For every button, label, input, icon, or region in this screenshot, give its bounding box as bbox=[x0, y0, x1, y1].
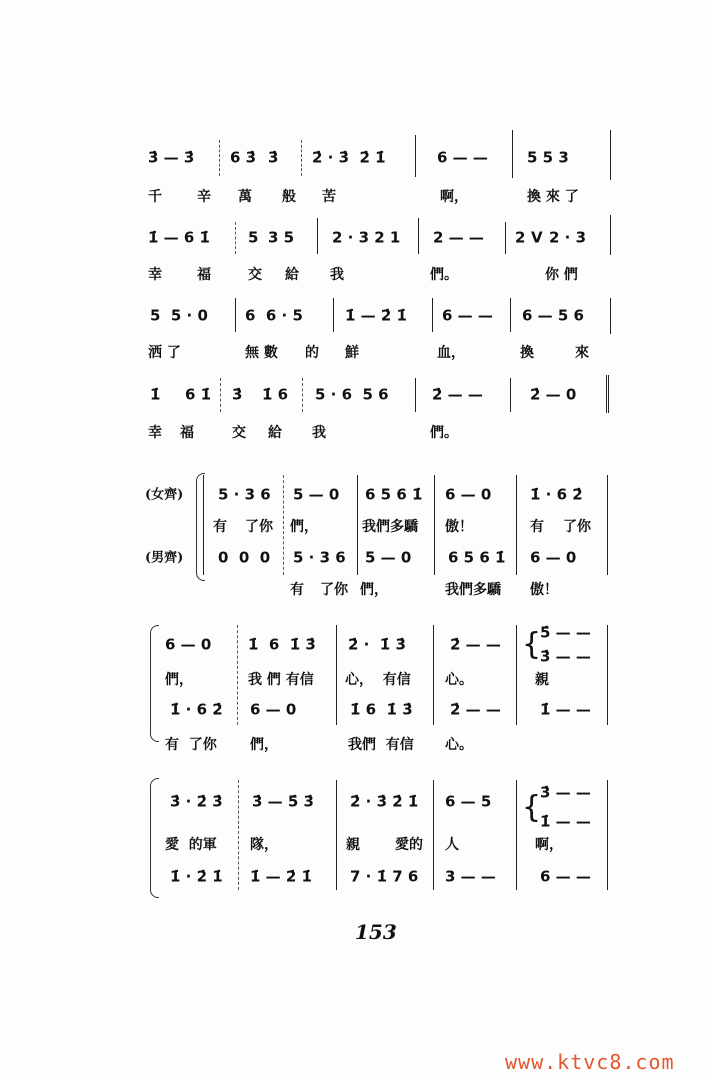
barline bbox=[433, 780, 434, 890]
notation-group: 1̇ · 6 2̇ bbox=[170, 700, 223, 719]
notation-group: 5 5 · 0 bbox=[150, 306, 208, 325]
notation-group: 1̇ · 2̇ 1̇ bbox=[170, 867, 223, 886]
notation-group: { bbox=[522, 627, 542, 662]
lyric-text: 啊， bbox=[535, 837, 563, 853]
notation-group: 3̇ — 5̇ 3̇ bbox=[252, 792, 314, 811]
barline bbox=[333, 298, 334, 332]
notation-group: 2 bbox=[515, 228, 526, 247]
notation-group: 3̇ bbox=[232, 385, 243, 404]
barline bbox=[610, 130, 611, 180]
barline bbox=[610, 298, 611, 334]
lyric-text: 有 了你 bbox=[165, 737, 217, 753]
lyric-text: 我 bbox=[312, 425, 326, 441]
lyric-text: 心， 有信 bbox=[345, 672, 411, 688]
notation-group: 6 — 0 bbox=[165, 635, 212, 654]
notation-group: 5 5 3 bbox=[527, 148, 569, 167]
barline bbox=[607, 625, 608, 725]
lyric-text: 了你 bbox=[320, 582, 348, 598]
lyric-text: 換 來 了 bbox=[527, 189, 579, 205]
notation-group: 5̇ — — bbox=[540, 623, 591, 642]
system-bracket bbox=[150, 625, 159, 742]
barline bbox=[606, 375, 611, 413]
lyric-text: 親 bbox=[535, 672, 549, 688]
lyric-text: 你 們 bbox=[545, 267, 578, 283]
lyric-text: 心。 bbox=[445, 672, 473, 688]
notation-group: 0 0 0 bbox=[218, 548, 271, 567]
notation-group: 1̇ bbox=[150, 385, 161, 404]
barline bbox=[516, 625, 517, 725]
barline bbox=[235, 298, 236, 332]
lyric-text: 了你 bbox=[245, 519, 273, 535]
lyric-text: 給 bbox=[268, 425, 282, 441]
page-number: 153 bbox=[355, 920, 397, 944]
barline bbox=[302, 378, 303, 412]
notation-group: 1̇ — — bbox=[540, 812, 591, 831]
barline bbox=[301, 140, 302, 176]
notation-group: 6 — — bbox=[540, 867, 591, 886]
lyric-text: 有 bbox=[213, 519, 227, 535]
barline bbox=[317, 218, 318, 254]
barline bbox=[433, 625, 434, 725]
lyric-text: 交 bbox=[232, 425, 246, 441]
notation-group: 1̇ — 6 1̇ bbox=[148, 228, 210, 247]
notation-group: 1̇ — 2̇ 1̇ bbox=[250, 867, 312, 886]
barline bbox=[418, 218, 419, 254]
lyric-text: 我 們 有信 bbox=[248, 672, 314, 688]
barline bbox=[512, 130, 513, 178]
notation-group: 1̇ — 2̇ 1̇ bbox=[345, 306, 407, 325]
notation-group: 6 — — bbox=[437, 148, 488, 167]
barline bbox=[607, 780, 608, 890]
lyric-text: 我們多驕 bbox=[445, 582, 501, 598]
watermark: www.ktvc8.com bbox=[505, 1050, 675, 1074]
barline bbox=[219, 140, 220, 176]
lyric-text: 隊， bbox=[250, 837, 278, 853]
notation-group: 1̇ 6 bbox=[262, 385, 289, 404]
notation-group: 2 · 3 bbox=[549, 228, 587, 247]
notation-group: 1̇ · 6 2̇ bbox=[530, 485, 583, 504]
notation-group: 3 5 bbox=[268, 228, 295, 247]
lyric-text: 我 bbox=[330, 267, 344, 283]
lyric-text: 幸 bbox=[148, 425, 162, 441]
barline bbox=[607, 475, 608, 575]
lyric-text: 無 數 bbox=[245, 345, 278, 361]
part-label: (女齊) bbox=[145, 487, 184, 503]
notation-group: 5 — 0 bbox=[365, 548, 412, 567]
lyric-text: 幸 bbox=[148, 267, 162, 283]
notation-group: 2 — — bbox=[433, 228, 484, 247]
notation-group: 6 — — bbox=[442, 306, 493, 325]
barline bbox=[283, 475, 284, 575]
lyric-text: 萬 bbox=[238, 189, 252, 205]
lyric-text: 傲！ bbox=[530, 582, 558, 598]
lyric-text: 的 bbox=[305, 345, 319, 361]
notation-group: 6 6 · 5 bbox=[245, 306, 303, 325]
notation-group: 1̇ — — bbox=[540, 700, 591, 719]
notation-group: 3̇ bbox=[268, 148, 279, 167]
lyric-text: 般 bbox=[282, 189, 296, 205]
lyric-text: 們， bbox=[250, 737, 278, 753]
lyric-text: 換 bbox=[520, 345, 534, 361]
notation-group: V bbox=[531, 228, 543, 247]
barline bbox=[516, 475, 517, 575]
barline bbox=[415, 135, 416, 177]
lyric-text: 血， bbox=[437, 345, 465, 361]
notation-group: 7 · 1̇ 7 6 bbox=[350, 867, 419, 886]
notation-group: 1̇ 6 1̇ 3̇ bbox=[350, 700, 413, 719]
lyric-text: 愛的 bbox=[395, 837, 423, 853]
barline bbox=[237, 625, 238, 725]
notation-group: 6 — 0 bbox=[250, 700, 297, 719]
lyric-text: 交 bbox=[248, 267, 262, 283]
lyric-text: 們， bbox=[290, 519, 318, 535]
lyric-text: 人 bbox=[445, 837, 459, 853]
lyric-text: 福 bbox=[197, 267, 211, 283]
notation-group: 5 · 6 5 6 bbox=[315, 385, 389, 404]
barline bbox=[336, 780, 337, 890]
notation-group: 2̇ — 0 bbox=[530, 385, 577, 404]
notation-group: 3̇ — — bbox=[540, 647, 591, 666]
lyric-text: 洒 了 bbox=[148, 345, 181, 361]
notation-group: 1̇ 6 1̇ 3̇ bbox=[248, 635, 316, 654]
lyric-text: 給 bbox=[285, 267, 299, 283]
notation-group: 6 — 0 bbox=[530, 548, 577, 567]
lyric-text: 心。 bbox=[445, 737, 473, 753]
part-label: (男齊) bbox=[145, 550, 184, 566]
barline bbox=[220, 378, 221, 412]
lyric-text: 們， bbox=[165, 672, 193, 688]
notation-group: 6 1̇ bbox=[185, 385, 212, 404]
lyric-text: 了你 bbox=[563, 519, 591, 535]
notation-group: 2 · 3 2 1 bbox=[332, 228, 401, 247]
barline bbox=[610, 215, 611, 255]
system-bracket bbox=[196, 473, 205, 581]
notation-group: 3 — — bbox=[445, 867, 496, 886]
lyric-text: 我們多驕 bbox=[362, 519, 418, 535]
lyric-text: 們。 bbox=[430, 425, 458, 441]
barline bbox=[510, 298, 511, 332]
notation-group: 5 — 0 bbox=[293, 485, 340, 504]
notation-group: 2̇ — — bbox=[450, 700, 501, 719]
lyric-text: 有 bbox=[530, 519, 544, 535]
system-bracket bbox=[150, 778, 159, 898]
notation-group: 6 — 5 6 bbox=[522, 306, 584, 325]
notation-group: 2̇ — — bbox=[450, 635, 501, 654]
lyric-text: 千 bbox=[148, 189, 162, 205]
lyric-text: 啊， bbox=[440, 189, 468, 205]
notation-group: { bbox=[522, 790, 542, 825]
notation-group: 2̇ — — bbox=[432, 385, 483, 404]
barline bbox=[432, 298, 433, 332]
barline bbox=[336, 625, 337, 725]
barline bbox=[434, 475, 435, 575]
notation-group: 5 · 3 6 bbox=[218, 485, 271, 504]
notation-group: 6 5 6 1̇ bbox=[448, 548, 506, 567]
notation-group: 6 — 0 bbox=[445, 485, 492, 504]
notation-group: 6 3̇ bbox=[230, 148, 257, 167]
lyric-text: 鮮 bbox=[345, 345, 359, 361]
notation-group: 3̇ — 3̇ bbox=[148, 148, 195, 167]
notation-group: 5 · 3 6 bbox=[293, 548, 346, 567]
lyric-text: 福 bbox=[180, 425, 194, 441]
notation-group: 6 5 6 1̇ bbox=[365, 485, 423, 504]
lyric-text: 傲！ bbox=[445, 519, 473, 535]
lyric-text: 苦 bbox=[322, 189, 336, 205]
lyric-text: 辛 bbox=[197, 189, 211, 205]
notation-group: 3̇ · 2̇ 3̇ bbox=[170, 792, 223, 811]
barline bbox=[505, 222, 506, 254]
notation-group: 5 bbox=[248, 228, 259, 247]
lyric-text: 親 bbox=[346, 837, 360, 853]
lyric-text: 愛 的軍 bbox=[165, 837, 217, 853]
notation-group: 2̇ · 3̇ 2̇ 1̇ bbox=[312, 148, 386, 167]
lyric-text: 我們 有信 bbox=[348, 737, 414, 753]
lyric-text: 來 bbox=[575, 345, 589, 361]
notation-group: 6 — 5 bbox=[445, 792, 492, 811]
barline bbox=[357, 475, 358, 575]
lyric-text: 有 bbox=[290, 582, 304, 598]
barline bbox=[516, 780, 517, 890]
notation-group: 3̇ — — bbox=[540, 783, 591, 802]
barline bbox=[235, 222, 236, 254]
lyric-text: 們， bbox=[360, 582, 388, 598]
notation-group: 2̇ · 3̇ 2̇ 1̇ bbox=[350, 792, 419, 811]
lyric-text: 們。 bbox=[430, 267, 458, 283]
barline bbox=[510, 378, 511, 412]
barline bbox=[415, 378, 416, 412]
barline bbox=[238, 780, 239, 890]
notation-group: 2̇ · 1̇ 3̇ bbox=[348, 635, 406, 654]
